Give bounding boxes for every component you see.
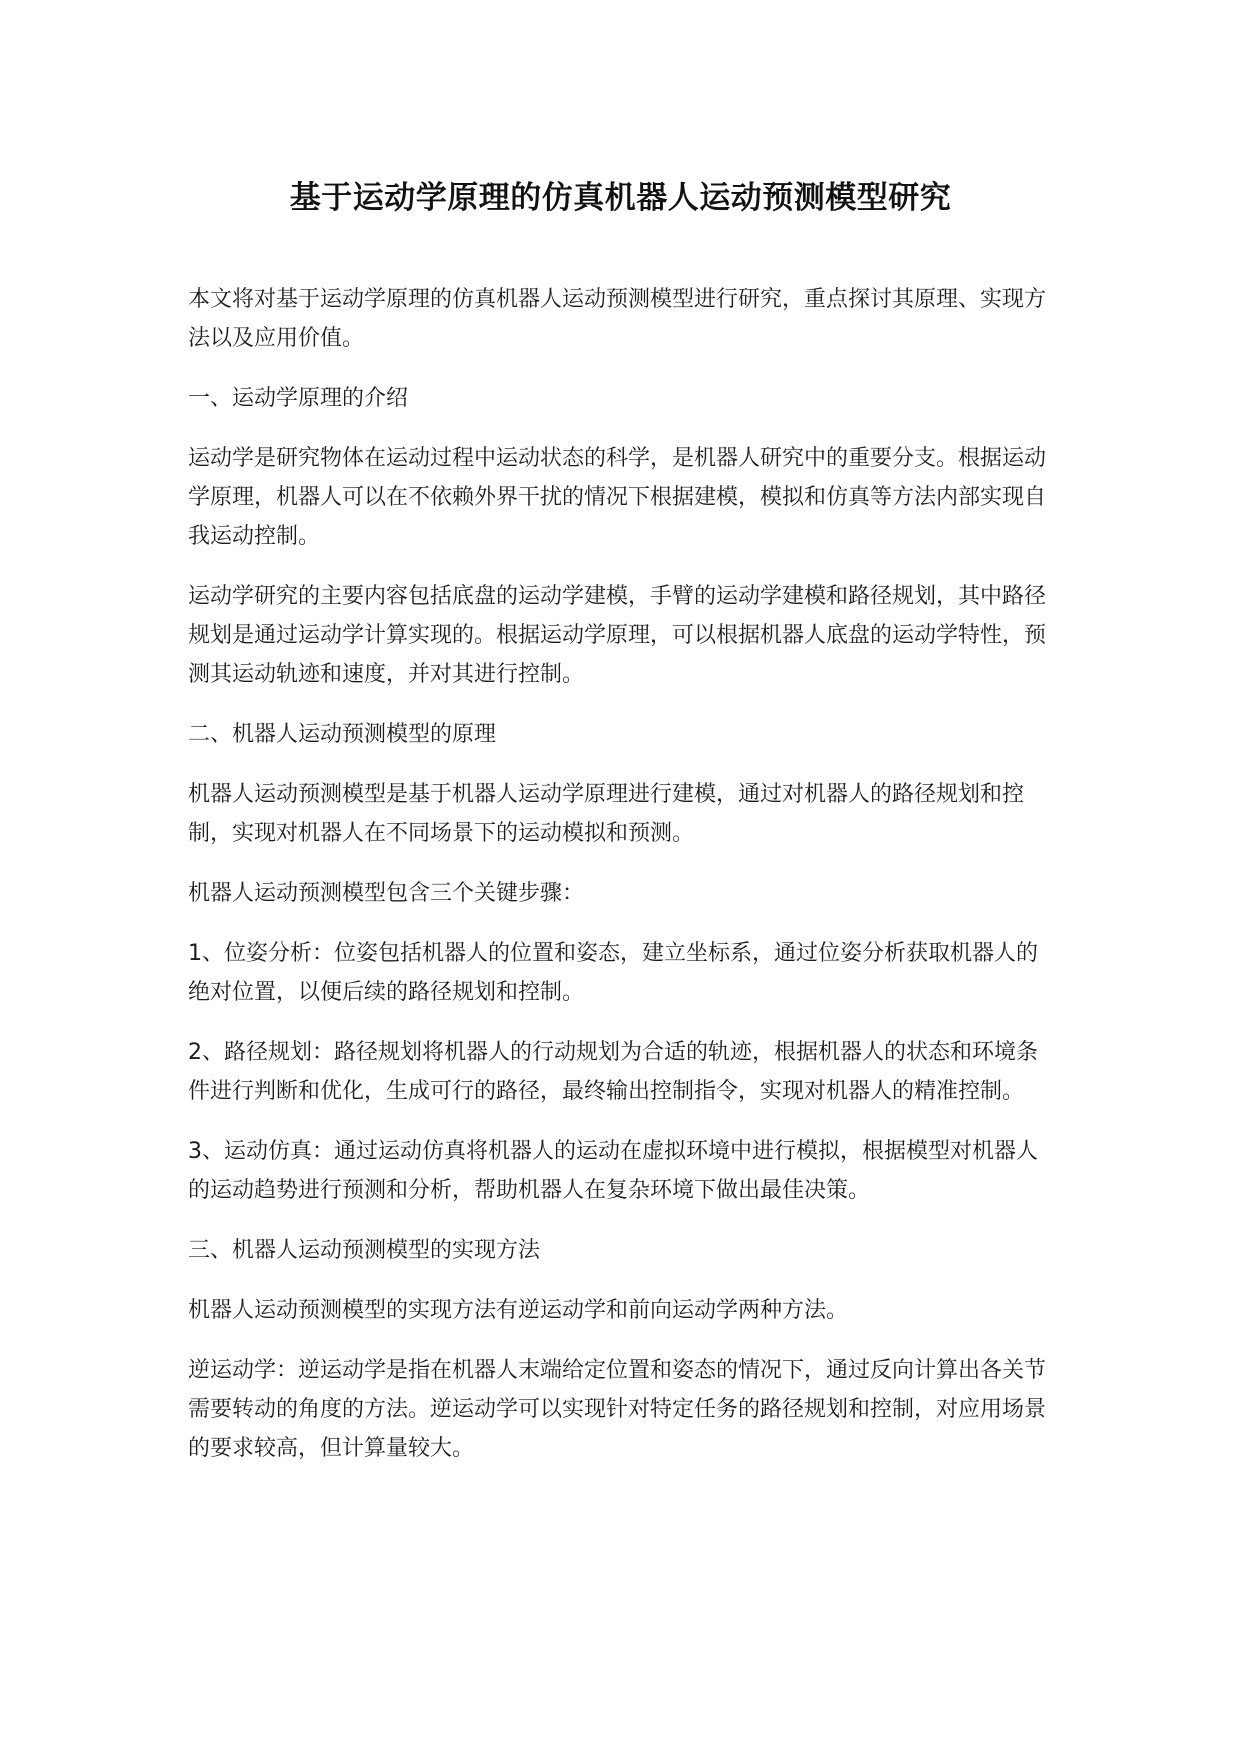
paragraph: 逆运动学：逆运动学是指在机器人末端给定位置和姿态的情况下，通过反向计算出各关节需要转动的角度的方法。逆运动学可以实现针对特定任务的路径规划和控制，对应用场景的要求较高，但计算量较大。 [188, 1358, 1047, 1461]
paragraph: 机器人运动预测模型的实现方法有逆运动学和前向运动学两种方法。 [188, 1298, 849, 1323]
paragraph: 机器人运动预测模型是基于机器人运动学原理进行建模，通过对机器人的路径规划和控制，实现对机器人在不同场景下的运动模拟和预测。 [188, 782, 1025, 846]
document-title: 基于运动学原理的仿真机器人运动预测模型研究 [289, 180, 952, 216]
paragraph: 运动学是研究物体在运动过程中运动状态的科学，是机器人研究中的重要分支。根据运动学原理，机器人可以在不依赖外界干扰的情况下根据建模，模拟和仿真等方法内部实现自我运动控制。 [188, 446, 1047, 549]
intro-paragraph: 本文将对基于运动学原理的仿真机器人运动预测模型进行研究，重点探讨其原理、实现方法以及应用价值。 [188, 287, 1047, 351]
list-item-1: 1、位姿分析：位姿包括机器人的位置和姿态，建立坐标系，通过位姿分析获取机器人的绝对位置，以便后续的路径规划和控制。 [188, 941, 1038, 1005]
paragraph: 机器人运动预测模型包含三个关键步骤： [188, 881, 585, 906]
document-body [188, 280, 1056, 1489]
list-item-2: 2、路径规划：路径规划将机器人的行动规划为合适的轨迹，根据机器人的状态和环境条件进行判断和优化，生成可行的路径，最终输出控制指令，实现对机器人的精准控制。 [188, 1040, 1038, 1104]
paragraph: 运动学研究的主要内容包括底盘的运动学建模，手臂的运动学建模和路径规划，其中路径规划是通过运动学计算实现的。根据运动学原理，可以根据机器人底盘的运动学特性，预测其运动轨迹和速度，并对其进行控制。 [188, 584, 1047, 687]
section-heading-2: 二、机器人运动预测模型的原理 [188, 722, 497, 747]
list-item-3: 3、运动仿真：通过运动仿真将机器人的运动在虚拟环境中进行模拟，根据模型对机器人的运动趋势进行预测和分析，帮助机器人在复杂环境下做出最佳决策。 [188, 1139, 1038, 1203]
section-heading-3: 三、机器人运动预测模型的实现方法 [188, 1238, 541, 1263]
section-heading-1: 一、运动学原理的介绍 [188, 386, 409, 411]
